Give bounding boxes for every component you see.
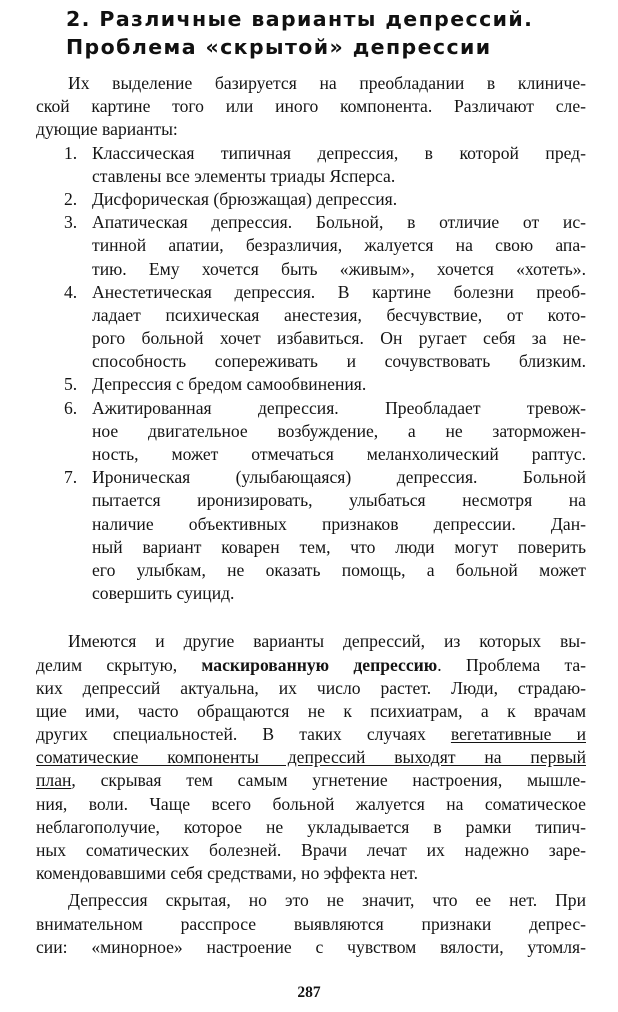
list-number: 7. (64, 467, 78, 488)
text-line: Анестетическая депрессия. В картине болезни преоб- (92, 281, 586, 302)
text-line: ность, может отмечаться меланхолический раптус. (92, 444, 586, 464)
text-run: делим скрытую, (36, 654, 202, 675)
list-item (36, 397, 586, 467)
text-line: неблагополучие, которое не укладывается в рамки типич- (36, 816, 586, 837)
text-line (36, 654, 586, 677)
text-line: ких депрессий актуальна, их число растет. Люди, страдаю- (36, 677, 586, 698)
text-line: его улыбкам, не оказать помощь, а больной может (92, 559, 586, 580)
text-run: . Проблема та- (437, 654, 587, 675)
masked-depression-paragraph (36, 630, 586, 885)
text-run: , скрывая тем самым угнетение настроения, мышле- (71, 770, 586, 791)
text-line: дующие варианты: (36, 119, 178, 140)
text-line: ской картине того или иного компонента. Различают сле- (36, 96, 586, 117)
underlined-text: план (36, 770, 72, 791)
text-line (36, 723, 586, 746)
list-item (36, 142, 586, 188)
text-line: способность сопереживать и сочувствовать близким. (92, 351, 586, 372)
list-number: 4. (64, 281, 78, 302)
emphasis-term: маскированную депрессию (201, 654, 438, 675)
text-line (36, 769, 586, 792)
page-body (36, 72, 586, 959)
text-line: Дисфорическая (брюзжащая) депрессия. (92, 188, 398, 209)
text-line: Ажитированная депрессия. Преобладает тревож- (92, 397, 586, 418)
hidden-depression-paragraph (36, 889, 586, 959)
list-number: 2. (64, 188, 78, 209)
text-line: совершить суицид. (92, 583, 235, 604)
list-item (36, 373, 586, 396)
text-line: Депрессия скрытая, но это не значит, что ее нет. При (68, 890, 586, 911)
text-line: Депрессия с бредом самообвинения. (92, 374, 367, 395)
list-item (36, 466, 586, 605)
text-line: комендовавшими себя средствами, но эффекта нет. (36, 863, 419, 884)
text-line: внимательном расспросе выявляются признаки депрес- (36, 913, 586, 934)
heading-line: Проблема «скрытой» депрессии (66, 35, 492, 59)
text-line (36, 746, 586, 769)
list-number: 5. (64, 374, 78, 395)
list-item (36, 211, 586, 281)
underlined-text: соматические компоненты депрессий выходят на первый (36, 747, 586, 768)
list-number: 1. (64, 142, 78, 163)
list-number: 6. (64, 397, 78, 418)
heading-line: 2. Различные варианты депрессий. (66, 7, 534, 31)
text-line: ных соматических болезней. Врачи лечат их надежно заре- (36, 840, 586, 860)
text-line: Классическая типичная депрессия, в которой пред- (92, 142, 586, 163)
underlined-text: вегетативные и (450, 724, 586, 745)
text-line: ный вариант коварен тем, что люди могут поверить (92, 536, 586, 557)
list-item (36, 188, 586, 211)
text-line: Ироническая (улыбающаяся) депрессия. Больной (92, 467, 586, 488)
intro-paragraph (36, 72, 586, 142)
variants-list (36, 142, 586, 606)
text-line: ния, воли. Чаще всего больной жалуется на соматическое (36, 793, 586, 814)
text-line: ставлены все элементы триады Ясперса. (92, 165, 396, 186)
text-line: щие ими, часто обращаются не к психиатрам, а к врачам (36, 700, 586, 721)
text-line: Апатическая депрессия. Больной, в отличие от ис- (92, 212, 586, 233)
text-line: пытается иронизировать, улыбаться несмотря на (92, 490, 586, 511)
text-line: тинной апатии, безразличия, жалуется на свою апа- (92, 235, 586, 256)
text-line: наличие объективных признаков депрессии. Дан- (92, 513, 586, 534)
text-line: Их выделение базируется на преобладании в клиниче- (68, 73, 586, 93)
text-line: ладает психическая анестезия, бесчувствие, от кото- (92, 304, 586, 325)
text-run: других специальностей. В таких случаях (36, 724, 451, 745)
text-line: ное двигательное возбуждение, а не заторможен- (92, 420, 586, 441)
section-heading (66, 5, 606, 61)
text-line: сии: «минорное» настроение с чувством вялости, утомля- (36, 936, 586, 957)
page-number: 287 (297, 984, 321, 1001)
list-number: 3. (64, 212, 78, 233)
text-line: тию. Ему хочется быть «живым», хочется «хотеть». (92, 258, 586, 279)
list-item (36, 281, 586, 374)
text-line: рого больной хочет избавиться. Он ругает себя за не- (92, 328, 586, 349)
text-line: Имеются и другие варианты депрессий, из которых вы- (68, 631, 586, 652)
